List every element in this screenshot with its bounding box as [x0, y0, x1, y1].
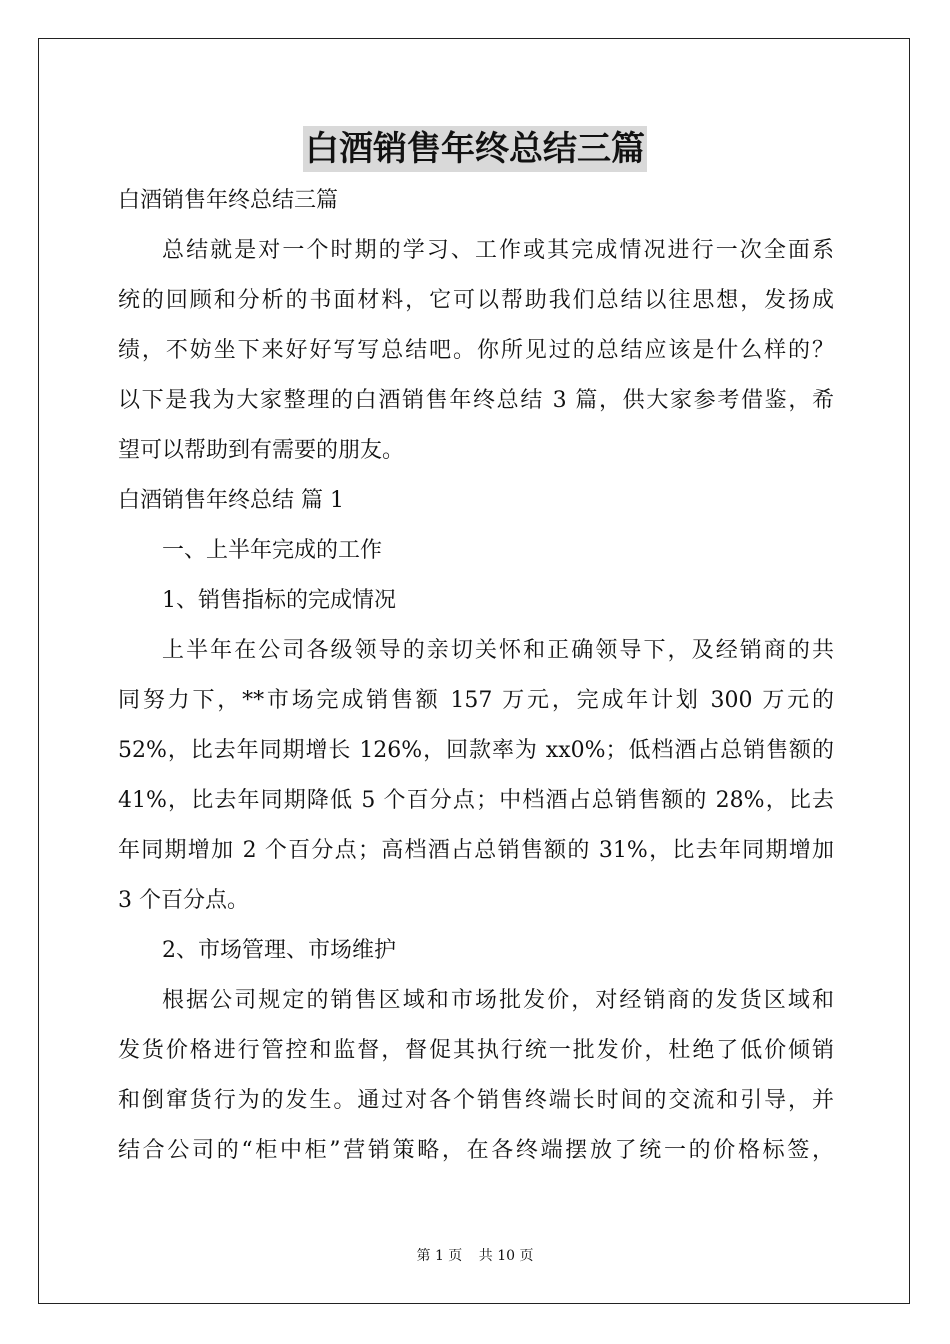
text-line: 上半年在公司各级领导的亲切关怀和正确领导下，及经销商的共 [162, 638, 834, 663]
text-line: 总结就是对一个时期的学习、工作或其完成情况进行一次全面系 [162, 238, 834, 263]
document-title: 白酒销售年终总结三篇 [303, 126, 647, 172]
text-line: 白酒销售年终总结 篇 1 [118, 488, 344, 513]
text-line: 白酒销售年终总结三篇 [118, 188, 339, 213]
text-line: 结合公司的“柜中柜”营销策略，在各终端摆放了统一的价格标签， [118, 1138, 834, 1163]
text-line: 发货价格进行管控和监督，督促其执行统一批发价，杜绝了低价倾销 [118, 1038, 834, 1063]
text-line: 2、市场管理、市场维护 [162, 938, 396, 963]
page-footer [0, 1246, 950, 1266]
text-line: 1、销售指标的完成情况 [162, 588, 396, 613]
text-line: 和倒窜货行为的发生。通过对各个销售终端长时间的交流和引导，并 [118, 1088, 834, 1113]
text-line: 绩，不妨坐下来好好写写总结吧。你所见过的总结应该是什么样的？ [118, 338, 834, 363]
page-number: 第 1 页 [416, 1248, 463, 1264]
text-line: 41%，比去年同期降低 5 个百分点；中档酒占总销售额的 28%，比去 [118, 788, 834, 813]
text-line: 根据公司规定的销售区域和市场批发价，对经销商的发货区域和 [162, 988, 834, 1013]
title-container [0, 126, 950, 172]
text-line: 统的回顾和分析的书面材料，它可以帮助我们总结以往思想，发扬成 [118, 288, 834, 313]
text-line: 年同期增加 2 个百分点；高档酒占总销售额的 31%，比去年同期增加 [118, 838, 834, 863]
text-line: 同努力下，**市场完成销售额 157 万元，完成年计划 300 万元的 [118, 688, 834, 713]
text-line: 一、上半年完成的工作 [162, 538, 383, 563]
document-body [118, 176, 834, 1176]
page-total: 共 10 页 [478, 1248, 534, 1264]
text-line: 52%，比去年同期增长 126%，回款率为 xx0%；低档酒占总销售额的 [118, 738, 834, 763]
text-line: 望可以帮助到有需要的朋友。 [118, 438, 405, 463]
text-line: 以下是我为大家整理的白酒销售年终总结 3 篇，供大家参考借鉴，希 [118, 388, 834, 413]
text-line: 3 个百分点。 [118, 888, 249, 913]
